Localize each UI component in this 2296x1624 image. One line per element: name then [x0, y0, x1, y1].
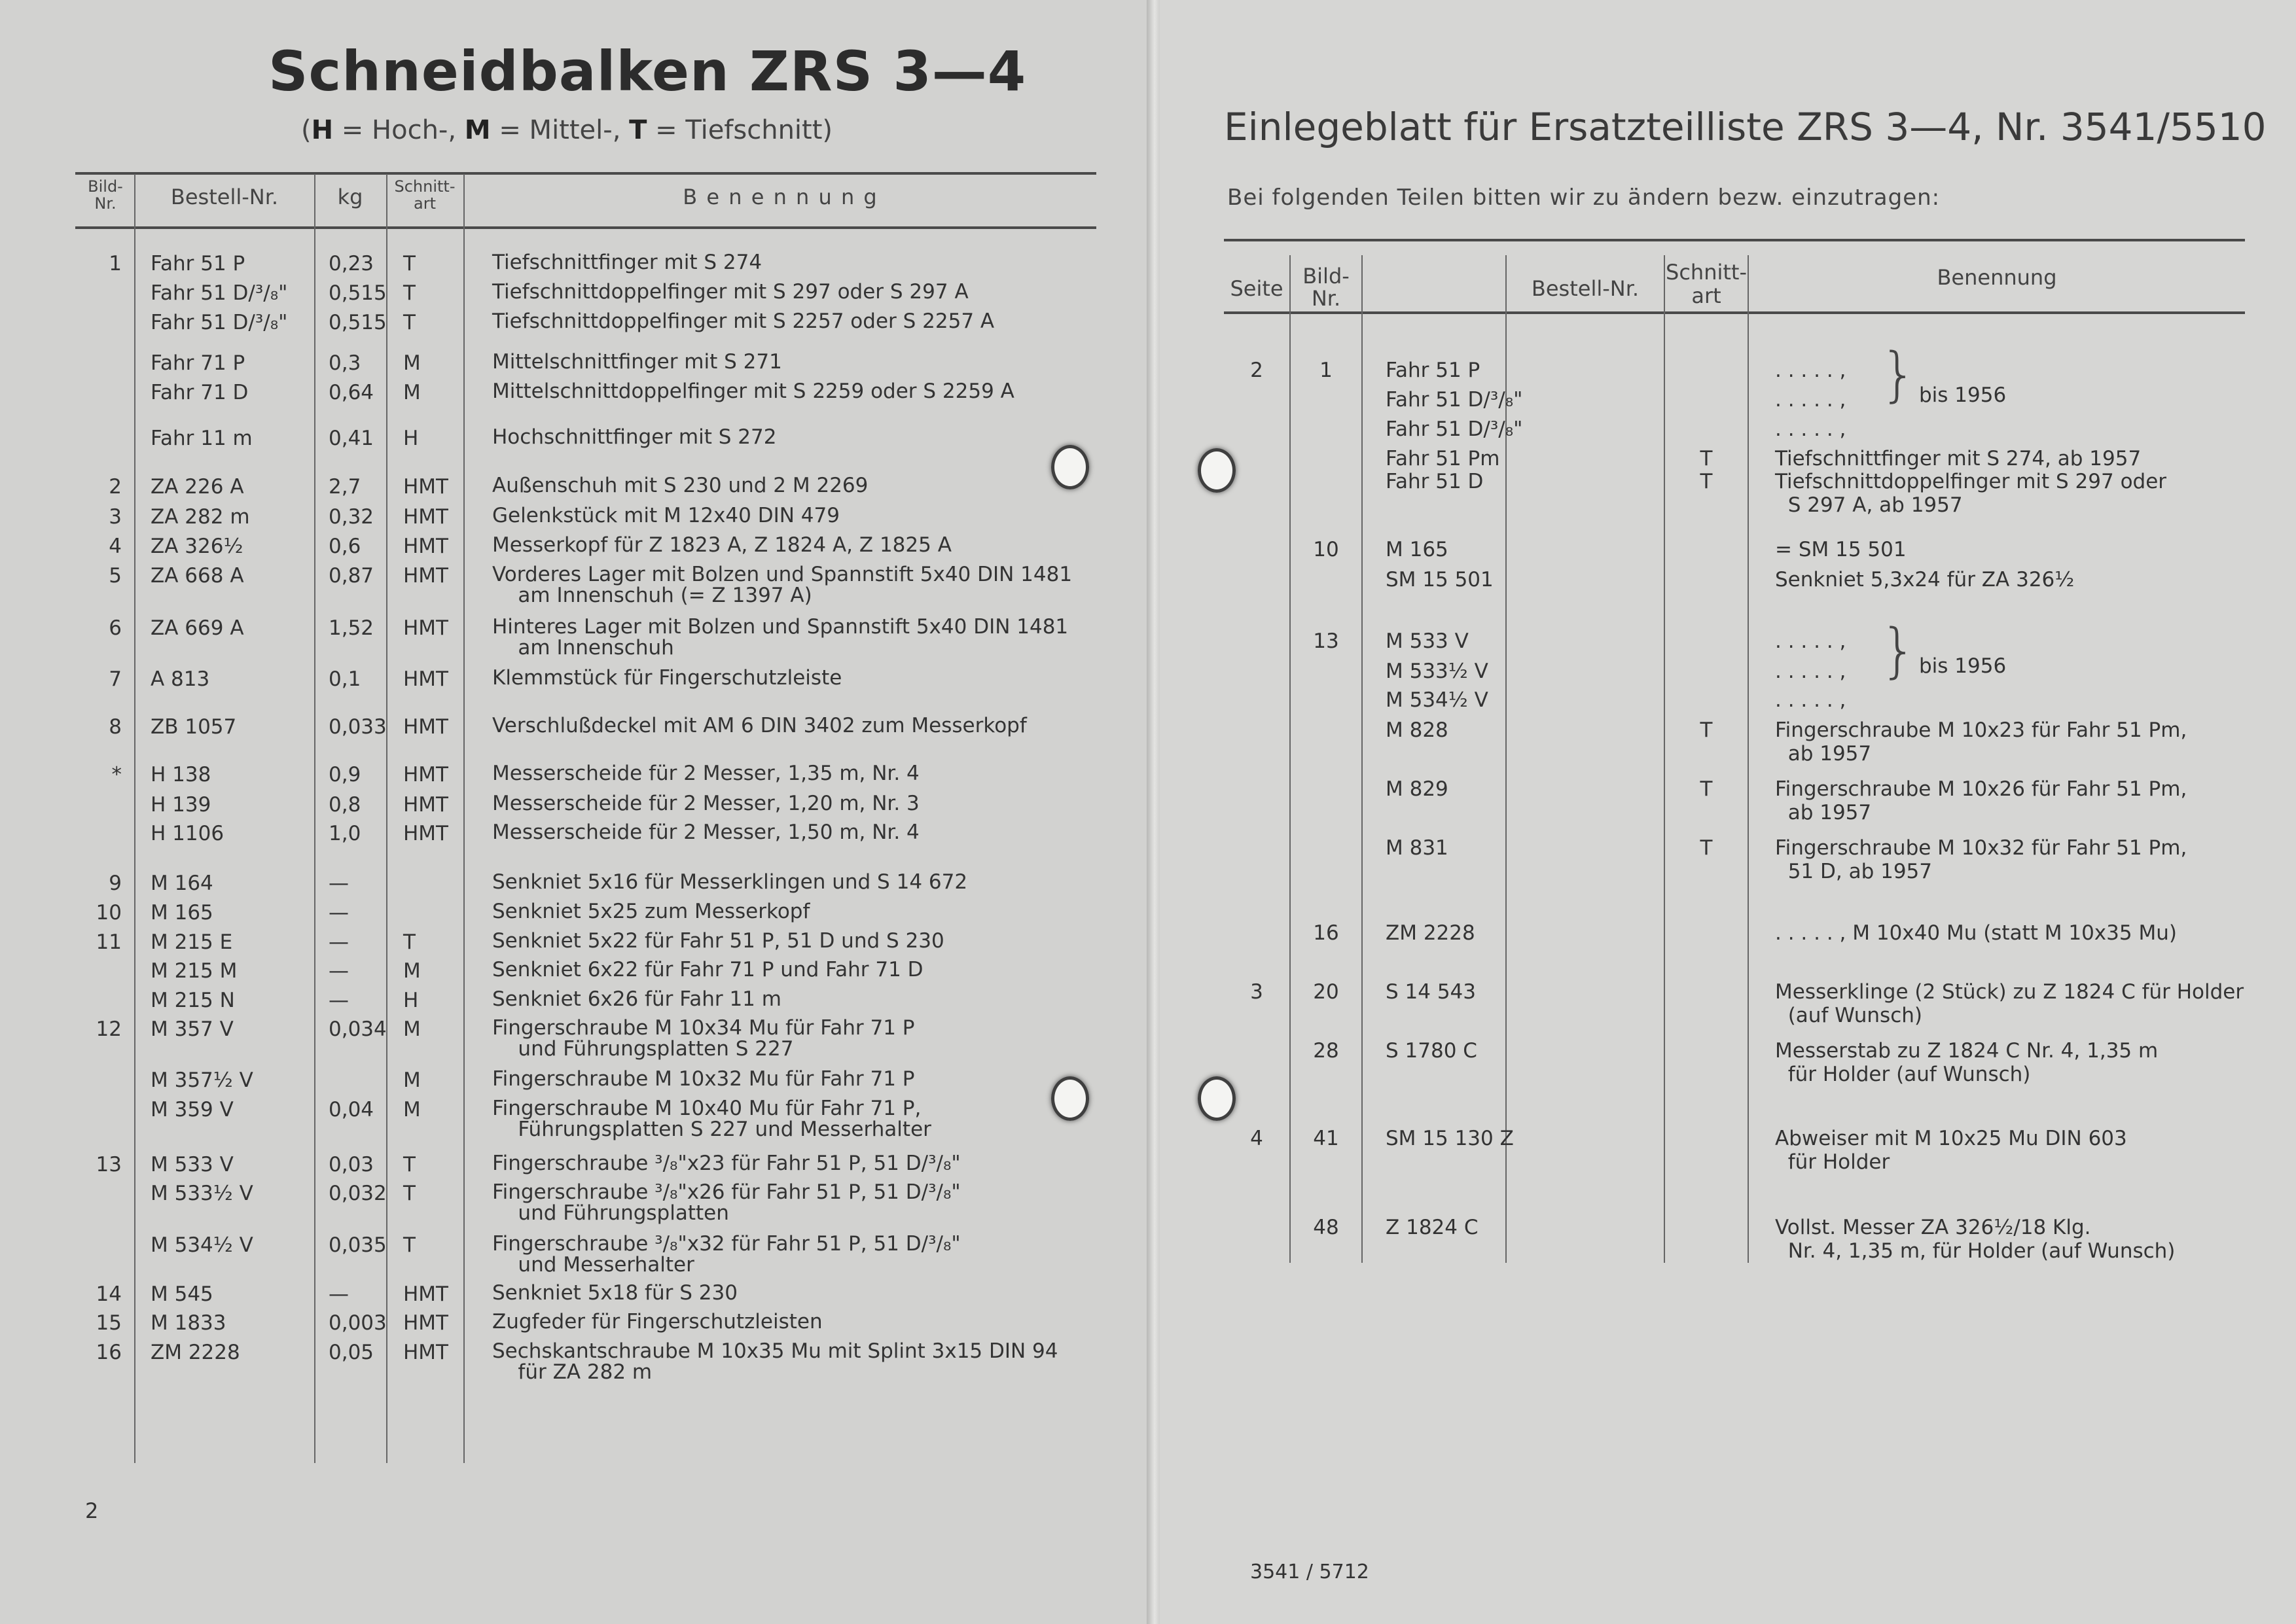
cell-seite: 2 [1250, 359, 1263, 382]
cell-kg: — [329, 901, 349, 925]
cell-benennung: Hochschnittfinger mit S 272 [492, 425, 777, 449]
cell-schnittart: M [403, 1017, 421, 1041]
cell-schnittart: M [403, 959, 421, 983]
cell-kg: 0,04 [329, 1098, 374, 1121]
cell-bestell-nr: Fahr 71 D [151, 381, 249, 404]
cell-bestell-nr: SM 15 130 Z [1386, 1127, 1514, 1150]
cell-bestell-nr: M 357½ V [151, 1068, 253, 1092]
cell-benennung: Messerscheide für 2 Messer, 1,35 m, Nr. 4 [492, 762, 920, 785]
cell-bestell-nr: ZA 669 A [151, 616, 244, 640]
left-page [0, 0, 1147, 1624]
cell-bestell-nr: Fahr 51 P [1386, 359, 1480, 382]
cell-kg: — [329, 959, 349, 983]
cell-bestell-nr: M 545 [151, 1282, 213, 1306]
cell-schnittart: HMT [403, 667, 448, 691]
cell-bestell-nr: M 1833 [151, 1311, 226, 1335]
cell-bild-nr: 8 [109, 715, 122, 739]
cell-benennung: Fingerschraube M 10x32 für Fahr 51 Pm, 51 D, ab 1957 [1775, 836, 2187, 883]
cell-bestell-nr: ZM 2228 [1386, 921, 1475, 945]
cell-schnittart: HMT [403, 1341, 448, 1364]
cell-benennung: Abweiser mit M 10x25 Mu DIN 603 für Holder [1775, 1127, 2127, 1174]
cell-bild-nr: 5 [109, 564, 122, 588]
cell-schnittart: HMT [403, 475, 448, 499]
cell-bild-nr: 9 [109, 872, 122, 895]
cell-bestell-nr: Fahr 71 P [151, 351, 245, 375]
column-divider [386, 174, 387, 1463]
cell-benennung: Mittelschnittdoppelfinger mit S 2259 oder S 2259 A [492, 380, 1014, 403]
cell-benennung: Fingerschraube M 10x23 für Fahr 51 Pm, ab 1957 [1775, 718, 2187, 766]
cell-bestell-nr: M 533 V [151, 1153, 234, 1176]
cell-bestell-nr: M 533 V [1386, 629, 1469, 653]
cell-schnittart: T [1700, 718, 1713, 742]
cell-kg: 0,05 [329, 1341, 374, 1364]
header-kg: kg [337, 185, 363, 209]
cell-seite: 4 [1250, 1127, 1263, 1150]
page-number: 2 [85, 1498, 99, 1523]
cell-benennung: Tiefschnittdoppelfinger mit S 2257 oder S 2257 A [492, 309, 995, 333]
cell-bild-nr: 16 [96, 1341, 122, 1364]
cell-benennung: Fingerschraube ³/₈"x32 für Fahr 51 P, 51 D/³/₈" und Messerhalter [492, 1232, 961, 1277]
page-title: Schneidbalken ZRS 3—4 [268, 39, 1027, 103]
cell-kg: 0,033 [329, 715, 387, 739]
cell-bestell-nr: H 139 [151, 793, 211, 817]
cell-schnittart: T [403, 1233, 416, 1257]
header-bild-nr: Bild- Nr. [88, 177, 123, 213]
column-divider [463, 174, 465, 1463]
cell-benennung: . . . . . , [1775, 629, 1846, 653]
cell-kg: — [329, 989, 349, 1012]
cell-benennung: Senkniet 5,3x24 für ZA 326½ [1775, 568, 2075, 591]
cell-kg: 0,003 [329, 1311, 387, 1335]
brace: } [1880, 616, 1918, 685]
cell-bestell-nr: M 164 [151, 872, 213, 895]
cell-benennung: Messerscheide für 2 Messer, 1,50 m, Nr. 4 [492, 821, 920, 844]
cell-bestell-nr: M 829 [1386, 777, 1448, 801]
cell-kg: — [329, 930, 349, 954]
cell-schnittart: T [403, 311, 416, 334]
cell-bild-nr: 16 [1313, 921, 1339, 945]
column-divider [1289, 255, 1291, 1263]
cell-schnittart: HMT [403, 715, 448, 739]
cell-kg: 0,23 [329, 252, 374, 275]
cell-kg: 0,41 [329, 427, 374, 450]
cell-benennung: Vorderes Lager mit Bolzen und Spannstift 5x40 DIN 1481 am Innenschuh (= Z 1397 A) [492, 563, 1073, 607]
cell-benennung: Vollst. Messer ZA 326½/18 Klg. Nr. 4, 1,35 m, für Holder (auf Wunsch) [1775, 1216, 2176, 1263]
cell-benennung: Fingerschraube M 10x26 für Fahr 51 Pm, ab 1957 [1775, 777, 2187, 824]
cell-bestell-nr: M 831 [1386, 836, 1448, 860]
cell-kg: 2,7 [329, 475, 361, 499]
header-schnittart: Schnitt- art [394, 177, 456, 213]
cell-bild-nr: 1 [109, 252, 122, 275]
cell-bestell-nr: ZA 326½ [151, 535, 243, 558]
cell-schnittart: HMT [403, 616, 448, 640]
cell-benennung: . . . . . , [1775, 359, 1846, 382]
header-schnittart: Schnitt- art [1666, 260, 1747, 308]
right-page [1160, 0, 2296, 1624]
cell-bild-nr: 15 [96, 1311, 122, 1335]
cell-bild-nr: 13 [1313, 629, 1339, 653]
cell-bestell-nr: M 215 E [151, 930, 233, 954]
cell-bestell-nr: M 359 V [151, 1098, 234, 1121]
cell-bild-nr: * [111, 763, 122, 786]
cell-bestell-nr: H 138 [151, 763, 211, 786]
cell-bestell-nr: ZA 226 A [151, 475, 244, 499]
cell-schnittart: T [1700, 447, 1713, 470]
header-benennung: B e n e n n u n g [683, 185, 878, 209]
cell-kg: 0,035 [329, 1233, 387, 1257]
cell-schnittart: H [403, 989, 419, 1012]
cell-bestell-nr: Fahr 11 m [151, 427, 253, 450]
cell-schnittart: HMT [403, 1311, 448, 1335]
cell-schnittart: T [403, 252, 416, 275]
cell-bestell-nr: ZA 668 A [151, 564, 244, 588]
cell-bild-nr: 13 [96, 1153, 122, 1176]
cell-schnittart: T [403, 930, 416, 954]
cell-bestell-nr: ZB 1057 [151, 715, 237, 739]
cell-bild-nr: 10 [96, 901, 122, 925]
header-bild-nr: Bild- Nr. [1302, 264, 1350, 311]
cell-bestell-nr: M 534½ V [1386, 688, 1488, 712]
cell-benennung: Senkniet 6x26 für Fahr 11 m [492, 987, 781, 1011]
cell-schnittart: T [403, 1182, 416, 1205]
cell-bild-nr: 41 [1313, 1127, 1339, 1150]
cell-bestell-nr: H 1106 [151, 822, 224, 845]
form-number: 3541 / 5712 [1250, 1561, 1369, 1583]
cell-benennung: Tiefschnittfinger mit S 274, ab 1957 [1775, 447, 2142, 470]
cell-bild-nr: 7 [109, 667, 122, 691]
cell-benennung: Messerklinge (2 Stück) zu Z 1824 C für Holder (auf Wunsch) [1775, 980, 2244, 1027]
cell-benennung: Senkniet 6x22 für Fahr 71 P und Fahr 71 D [492, 958, 924, 981]
cell-bild-nr: 3 [109, 505, 122, 529]
cell-bestell-nr: Fahr 51 D/³/₈" [151, 311, 288, 334]
column-divider [1748, 255, 1749, 1263]
column-divider [1361, 255, 1363, 1263]
cell-bild-nr: 12 [96, 1017, 122, 1041]
cell-bestell-nr: Fahr 51 P [151, 252, 245, 275]
cell-benennung: . . . . . , M 10x40 Mu (statt M 10x35 Mu) [1775, 921, 2177, 945]
cell-kg: 0,034 [329, 1017, 387, 1041]
table-top-rule [1224, 239, 2245, 241]
cell-bestell-nr: Fahr 51 D/³/₈" [1386, 388, 1523, 412]
punch-hole [1051, 1076, 1089, 1121]
cell-kg: 0,8 [329, 793, 361, 817]
insert-sheet-title: Einlegeblatt für Ersatzteilliste ZRS 3—4, Nr. 3541/5510 [1224, 105, 2267, 149]
cell-bild-nr: 1 [1319, 359, 1333, 382]
bis-1956-note: bis 1956 [1919, 383, 2007, 407]
cell-bestell-nr: M 215 N [151, 989, 235, 1012]
cell-bestell-nr: Fahr 51 D/³/₈" [151, 281, 288, 305]
cell-benennung: Senkniet 5x18 für S 230 [492, 1281, 738, 1305]
cell-benennung: Messerkopf für Z 1823 A, Z 1824 A, Z 1825 A [492, 533, 952, 557]
page-fold [1147, 0, 1160, 1624]
cell-schnittart: H [403, 427, 419, 450]
punch-hole [1051, 445, 1089, 489]
cell-bild-nr: 11 [96, 930, 122, 954]
cell-schnittart: HMT [403, 505, 448, 529]
cell-bild-nr: 2 [109, 475, 122, 499]
table-top-rule [75, 172, 1096, 175]
cell-kg: 0,1 [329, 667, 361, 691]
cell-benennung: Fingerschraube ³/₈"x26 für Fahr 51 P, 51 D/³/₈" und Führungsplatten [492, 1180, 961, 1225]
cell-kg: 0,64 [329, 381, 374, 404]
cell-benennung: Fingerschraube ³/₈"x23 für Fahr 51 P, 51 D/³/₈" [492, 1152, 961, 1175]
cell-benennung: . . . . . , [1775, 417, 1846, 441]
column-divider [134, 174, 135, 1463]
cell-bild-nr: 28 [1313, 1039, 1339, 1063]
cell-kg: 0,87 [329, 564, 374, 588]
cell-benennung: Messerscheide für 2 Messer, 1,20 m, Nr. 3 [492, 792, 920, 815]
cell-bestell-nr: ZA 282 m [151, 505, 250, 529]
insert-sheet-intro: Bei folgenden Teilen bitten wir zu ändern bezw. einzutragen: [1227, 185, 1941, 211]
cell-bestell-nr: M 357 V [151, 1017, 234, 1041]
table-header-rule [75, 226, 1096, 229]
cell-kg: 1,0 [329, 822, 361, 845]
cell-benennung: Zugfeder für Fingerschutzleisten [492, 1310, 823, 1333]
cell-bestell-nr: Fahr 51 D [1386, 470, 1484, 493]
cell-bestell-nr: M 533½ V [151, 1182, 253, 1205]
cell-kg: — [329, 872, 349, 895]
cell-bestell-nr: M 215 M [151, 959, 238, 983]
cell-benennung: Fingerschraube M 10x34 Mu für Fahr 71 P und Führungsplatten S 227 [492, 1016, 915, 1061]
cell-bestell-nr: A 813 [151, 667, 210, 691]
cell-bestell-nr: ZM 2228 [151, 1341, 240, 1364]
cell-schnittart: M [403, 1098, 421, 1121]
cell-bild-nr: 14 [96, 1282, 122, 1306]
cell-schnittart: T [1700, 836, 1713, 860]
cell-schnittart: HMT [403, 763, 448, 786]
cell-kg: 0,6 [329, 535, 361, 558]
cell-kg: 0,9 [329, 763, 361, 786]
cell-schnittart: T [1700, 777, 1713, 801]
cell-schnittart: T [1700, 470, 1713, 493]
cell-kg: 0,03 [329, 1153, 374, 1176]
cell-bestell-nr: M 534½ V [151, 1233, 253, 1257]
cell-kg: 0,32 [329, 505, 374, 529]
cell-kg: 0,032 [329, 1182, 387, 1205]
cell-kg: 1,52 [329, 616, 374, 640]
cell-benennung: Fingerschraube M 10x40 Mu für Fahr 71 P, Führungsplatten S 227 und Messerhalter [492, 1097, 931, 1141]
page-subtitle: (H = Hoch-, M = Mittel-, T = Tiefschnitt) [301, 115, 833, 145]
cell-benennung: . . . . . , [1775, 688, 1846, 712]
cell-kg: — [329, 1282, 349, 1306]
cell-benennung: Sechskantschraube M 10x35 Mu mit Splint 3x15 DIN 94 für ZA 282 m [492, 1339, 1058, 1384]
cell-bestell-nr: SM 15 501 [1386, 568, 1494, 591]
cell-benennung: Senkniet 5x16 für Messerklingen und S 14 672 [492, 870, 968, 894]
header-benennung: Benennung [1937, 265, 2057, 290]
cell-benennung: Klemmstück für Fingerschutzleiste [492, 666, 842, 690]
cell-benennung: Verschlußdeckel mit AM 6 DIN 3402 zum Messerkopf [492, 714, 1027, 737]
cell-schnittart: HMT [403, 1282, 448, 1306]
cell-schnittart: M [403, 351, 421, 375]
cell-bestell-nr: M 165 [151, 901, 213, 925]
cell-benennung: Senkniet 5x22 für Fahr 51 P, 51 D und S 230 [492, 929, 944, 953]
punch-hole [1198, 1076, 1236, 1121]
punch-hole [1198, 448, 1236, 493]
brace: } [1880, 340, 1918, 409]
cell-bestell-nr: M 165 [1386, 538, 1448, 561]
table-header-rule [1224, 311, 2245, 314]
cell-schnittart: HMT [403, 793, 448, 817]
header-bestell-nr: Bestell-Nr. [1531, 276, 1640, 301]
cell-benennung: Hinteres Lager mit Bolzen und Spannstift 5x40 DIN 1481 am Innenschuh [492, 615, 1069, 660]
bis-1956-note: bis 1956 [1919, 654, 2007, 678]
cell-bestell-nr: Fahr 51 D/³/₈" [1386, 417, 1523, 441]
cell-bestell-nr: M 533½ V [1386, 660, 1488, 683]
cell-bestell-nr: Fahr 51 Pm [1386, 447, 1500, 470]
cell-bild-nr: 48 [1313, 1216, 1339, 1239]
cell-schnittart: T [403, 281, 416, 305]
cell-benennung: Mittelschnittfinger mit S 271 [492, 350, 782, 374]
cell-bild-nr: 6 [109, 616, 122, 640]
cell-schnittart: T [403, 1153, 416, 1176]
cell-bild-nr: 20 [1313, 980, 1339, 1004]
cell-bestell-nr: S 1780 C [1386, 1039, 1477, 1063]
cell-schnittart: M [403, 1068, 421, 1092]
cell-benennung: Tiefschnittfinger mit S 274 [492, 251, 762, 274]
cell-bestell-nr: M 828 [1386, 718, 1448, 742]
cell-benennung: Fingerschraube M 10x32 Mu für Fahr 71 P [492, 1067, 915, 1091]
cell-kg: 0,3 [329, 351, 361, 375]
header-seite: Seite [1230, 276, 1283, 301]
cell-benennung: . . . . . , [1775, 660, 1846, 683]
cell-benennung: Gelenkstück mit M 12x40 DIN 479 [492, 504, 840, 527]
cell-schnittart: M [403, 381, 421, 404]
column-divider [1664, 255, 1665, 1263]
cell-benennung: = SM 15 501 [1775, 538, 1907, 561]
cell-seite: 3 [1250, 980, 1263, 1004]
cell-schnittart: HMT [403, 822, 448, 845]
cell-bestell-nr: Z 1824 C [1386, 1216, 1479, 1239]
cell-bild-nr: 4 [109, 535, 122, 558]
cell-benennung: . . . . . , [1775, 388, 1846, 412]
cell-benennung: Tiefschnittdoppelfinger mit S 297 oder S 297 A [492, 280, 969, 304]
cell-schnittart: HMT [403, 564, 448, 588]
cell-kg: 0,515 [329, 281, 387, 305]
cell-schnittart: HMT [403, 535, 448, 558]
cell-benennung: Senkniet 5x25 zum Messerkopf [492, 900, 810, 923]
cell-benennung: Messerstab zu Z 1824 C Nr. 4, 1,35 m für Holder (auf Wunsch) [1775, 1039, 2159, 1086]
cell-kg: 0,515 [329, 311, 387, 334]
cell-bestell-nr: S 14 543 [1386, 980, 1477, 1004]
cell-benennung: Tiefschnittdoppelfinger mit S 297 oder S 297 A, ab 1957 [1775, 470, 2167, 517]
header-bestell-nr: Bestell-Nr. [170, 185, 279, 209]
column-divider [314, 174, 315, 1463]
cell-benennung: Außenschuh mit S 230 und 2 M 2269 [492, 474, 869, 497]
cell-bild-nr: 10 [1313, 538, 1339, 561]
